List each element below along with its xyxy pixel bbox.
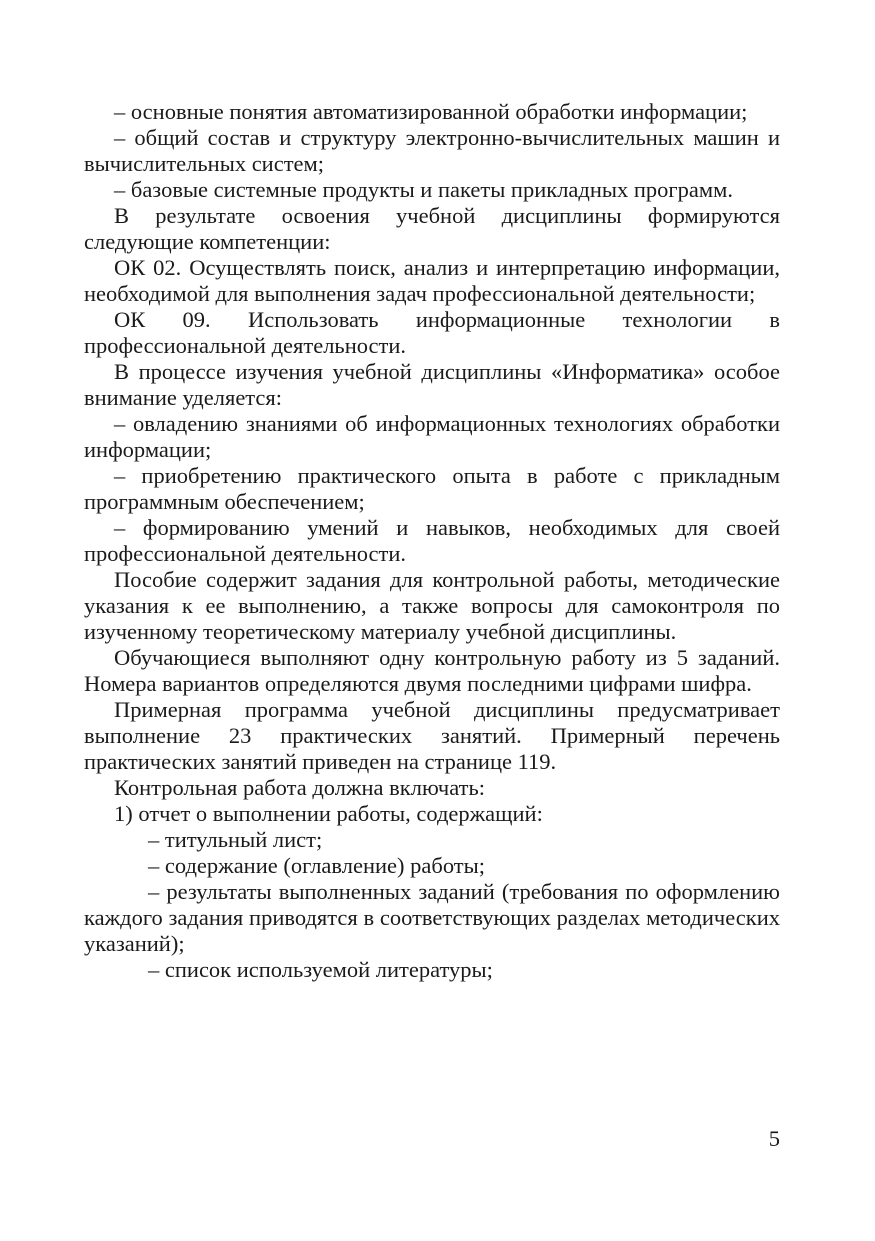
body-text: [84, 99, 780, 983]
list-item-knowledge: – овладению знаниями об информационных технологиях обработки информации;: [84, 411, 780, 462]
report-item: 1) отчет о выполнении работы, содержащий:: [114, 801, 543, 826]
list-item-software-packages: – базовые системные продукты и пакеты прикладных программ.: [114, 177, 734, 202]
list-item-title-page: – титульный лист;: [148, 827, 323, 852]
list-item-contents: – содержание (оглавление) работы;: [148, 853, 485, 878]
competency-ok09: ОК 09. Использовать информационные технологии в профессиональной деятельности.: [84, 307, 780, 358]
competency-ok02: ОК 02. Осуществлять поиск, анализ и интерпретацию информации, необходимой для выполнения задач профессиональной деятельности;: [84, 255, 780, 306]
page-number: 5: [768, 1126, 780, 1151]
program-paragraph: Примерная программа учебной дисциплины предусматривает выполнение 23 практических занятий. Примерный перечень практических занятий приведен на странице 119.: [84, 697, 780, 774]
competencies-intro: В результате освоения учебной дисциплины формируются следующие компетенции:: [84, 203, 780, 254]
attention-intro: В процессе изучения учебной дисциплины «Информатика» особое внимание уделяется:: [84, 359, 780, 410]
list-item-experience: – приобретению практического опыта в работе с прикладным программным обеспечением;: [84, 463, 780, 514]
list-item-computer-structure: – общий состав и структуру электронно-вычислительных машин и вычислительных систем;: [84, 125, 780, 176]
list-item-results: – результаты выполненных заданий (требования по оформлению каждого задания приводятся в соответствующих разделах методических указаний);: [84, 879, 780, 956]
assignment-paragraph: Обучающиеся выполняют одну контрольную работу из 5 заданий. Номера вариантов определяются двумя последними цифрами шифра.: [84, 645, 780, 696]
manual-contents-paragraph: Пособие содержит задания для контрольной работы, методические указания к ее выполнению, а также вопросы для самоконтроля по изученному теоретическому материалу учебной дисциплины.: [84, 567, 780, 644]
list-item-concepts: – основные понятия автоматизированной обработки информации;: [114, 99, 748, 124]
work-includes-heading: Контрольная работа должна включать:: [114, 775, 485, 800]
list-item-skills: – формированию умений и навыков, необходимых для своей профессиональной деятельности.: [84, 515, 780, 566]
list-item-literature: – список используемой литературы;: [148, 957, 493, 982]
